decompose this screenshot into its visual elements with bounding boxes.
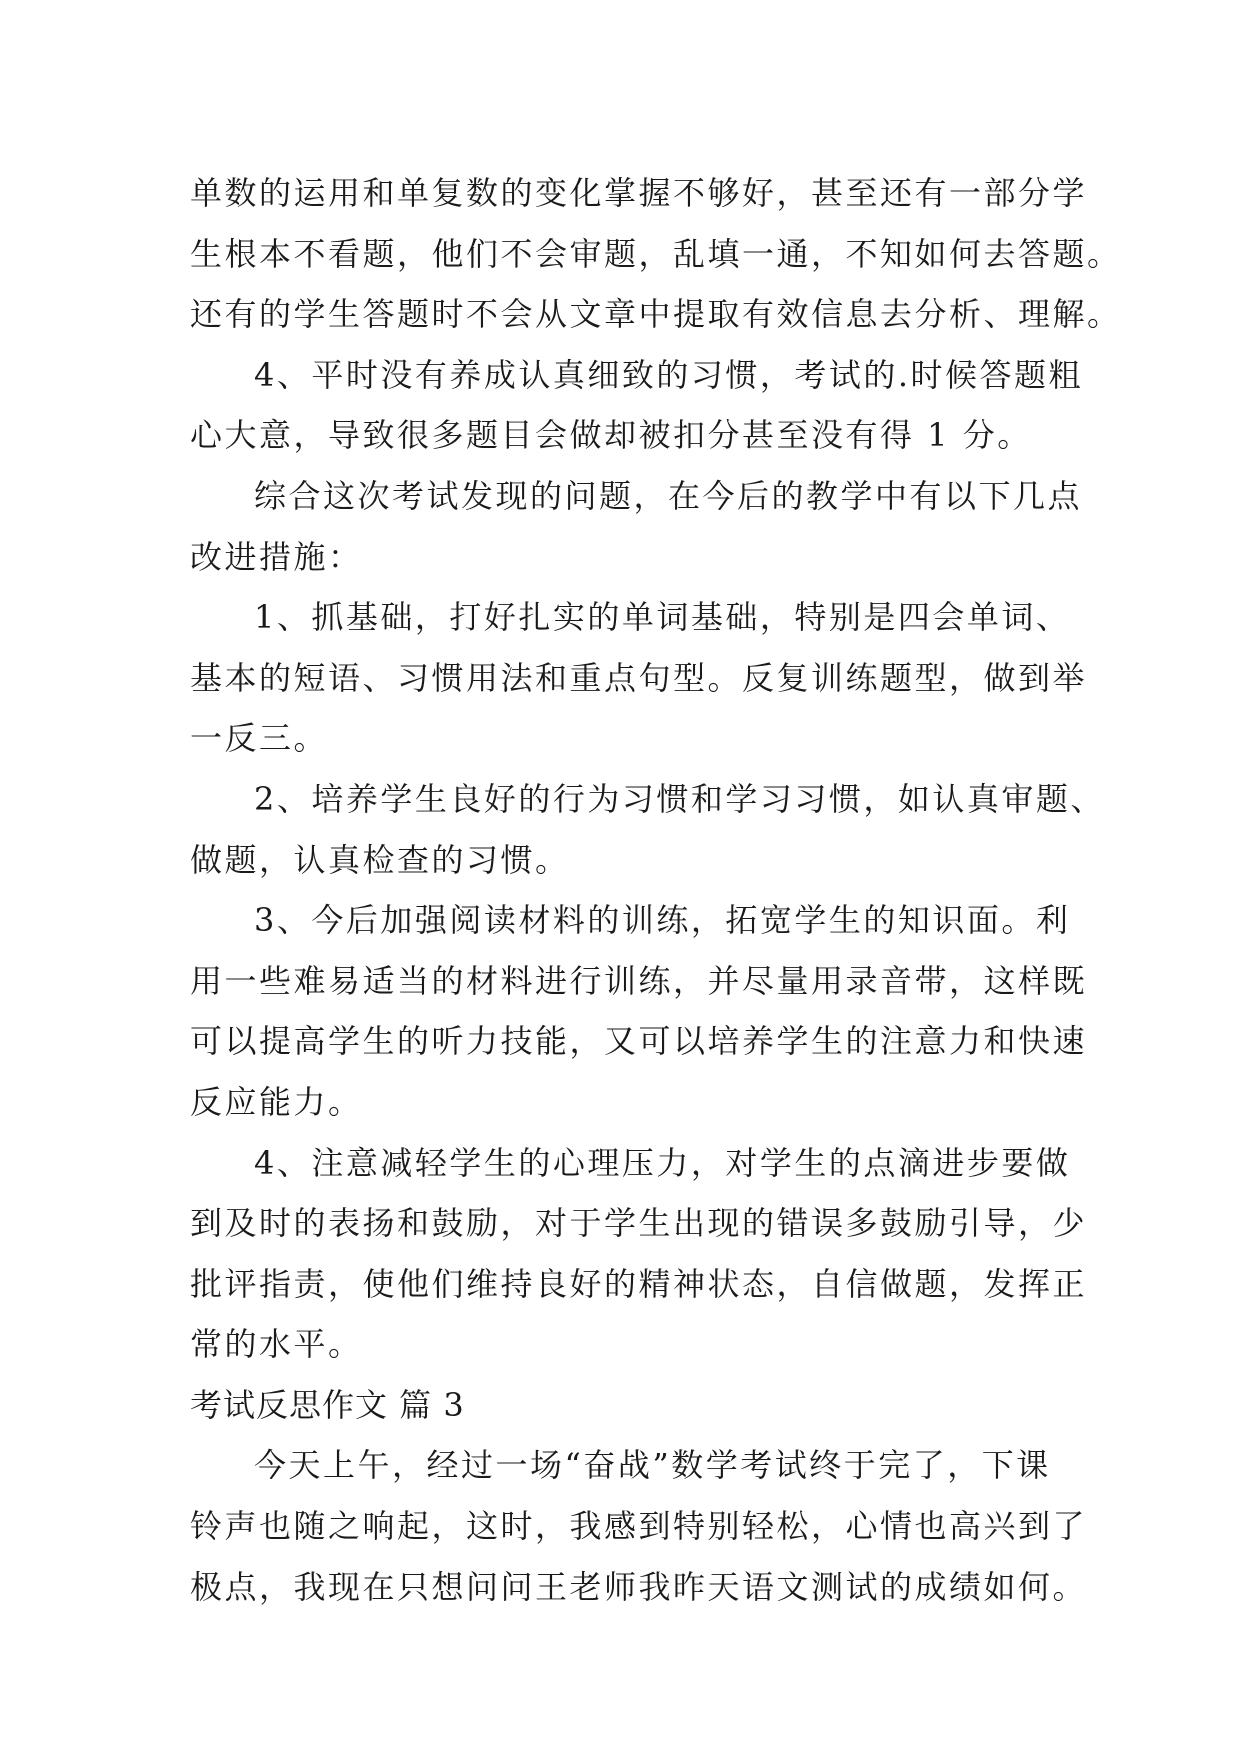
text-line: 还有的学生答题时不会从文章中提取有效信息去分析、理解。 (190, 295, 1122, 334)
paragraph-start-line: 2、培养学生良好的行为习惯和学习习惯，如认真审题、 (254, 779, 1105, 818)
paragraph-start-line: 4、平时没有养成认真细致的习惯，考试的.时候答题粗 (254, 355, 1084, 394)
text-line: 心大意，导致很多题目会做却被扣分甚至没有得 1 分。 (190, 416, 1032, 455)
text-line: 生根本不看题，他们不会审题，乱填一通，不知如何去答题。 (190, 234, 1122, 273)
section-heading: 考试反思作文 篇 3 (190, 1385, 465, 1424)
paragraph-start-line: 综合这次考试发现的问题，在今后的教学中有以下几点 (254, 476, 1083, 515)
paragraph-start-line: 1、抓基础，打好扎实的单词基础，特别是四会单词、 (254, 598, 1071, 637)
text-line: 单数的运用和单复数的变化掌握不够好，甚至还有一部分学 (190, 174, 1088, 212)
text-line: 铃声也随之响起，这时，我感到特别轻松，心情也高兴到了 (190, 1507, 1088, 1546)
paragraph-start-line: 4、注意减轻学生的心理压力，对学生的点滴进步要做 (254, 1143, 1071, 1182)
text-line: 用一些难易适当的材料进行训练，并尽量用录音带，这样既 (190, 961, 1088, 1000)
paragraph-start-line: 3、今后加强阅读材料的训练，拓宽学生的知识面。利 (254, 901, 1071, 940)
text-line: 极点，我现在只想问问王老师我昨天语文测试的成绩如何。 (190, 1567, 1088, 1606)
text-line: 改进措施： (190, 537, 363, 576)
document-body (190, 163, 1122, 1617)
text-line: 做题，认真检查的习惯。 (190, 840, 570, 879)
text-line: 批评指责，使他们维持良好的精神状态，自信做题，发挥正 (190, 1264, 1088, 1303)
text-line: 可以提高学生的听力技能，又可以培养学生的注意力和快速 (190, 1022, 1088, 1061)
text-line: 一反三。 (190, 719, 329, 758)
text-line: 反应能力。 (190, 1082, 363, 1121)
text-line: 基本的短语、习惯用法和重点句型。反复训练题型，做到举 (190, 658, 1088, 697)
paragraph-start-line: 今天上午，经过一场“奋战”数学考试终于完了，下课 (254, 1446, 1051, 1485)
text-line: 到及时的表扬和鼓励，对于学生出现的错误多鼓励引导，少 (190, 1204, 1088, 1243)
text-line: 常的水平。 (190, 1325, 363, 1364)
